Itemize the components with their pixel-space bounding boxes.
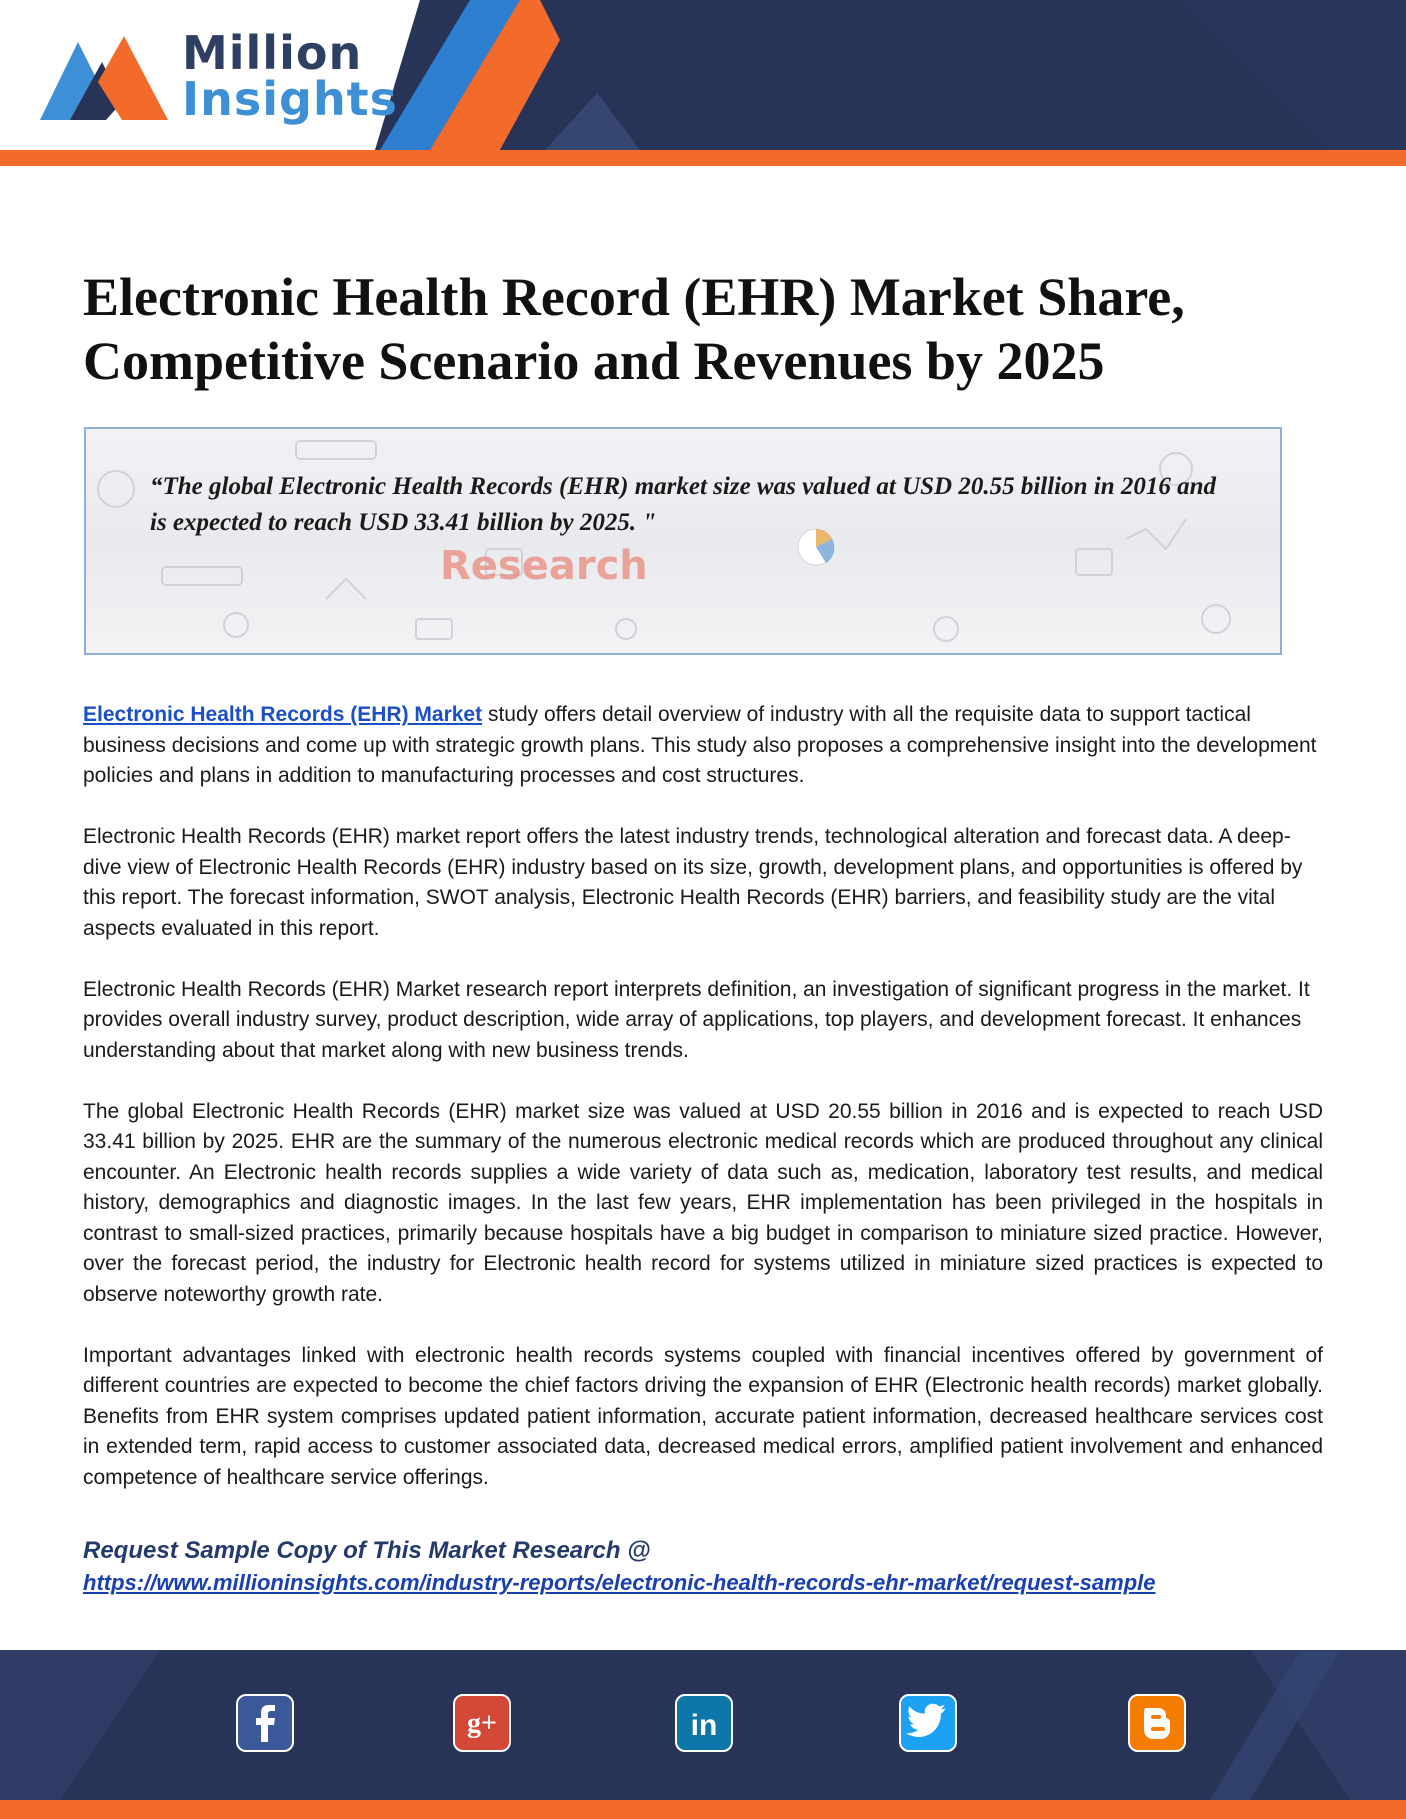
header-banner [0, 0, 1406, 166]
request-sample-section [83, 1535, 1343, 1599]
page-title: Electronic Health Record (EHR) Market Share, Competitive Scenario and Revenues by 2025 [83, 267, 1185, 391]
paragraph-definition: Electronic Health Records (EHR) Market research report interprets definition, an investigation of significant progress in the market. It provides overall industry survey, product description, wide array of applications, top players, and development forecast. It enhances understanding about that market along with new business trends. [83, 977, 1310, 1062]
blogger-icon [1128, 1694, 1186, 1752]
logo-text-million: Million [182, 26, 363, 80]
svg-text:in: in [690, 1709, 718, 1742]
banner-decoration [86, 429, 1280, 653]
google-plus-button[interactable] [453, 1694, 511, 1752]
quote-banner [84, 427, 1282, 655]
twitter-button[interactable] [899, 1694, 957, 1752]
million-insights-logo[interactable] [40, 26, 399, 128]
footer-banner [0, 1650, 1406, 1819]
linkedin-button[interactable] [675, 1694, 733, 1752]
logo-text-insights: Insights [182, 72, 399, 126]
logo-mountain-icon [40, 32, 170, 122]
banner-quote: “The global Electronic Health Records (EHR) market size was valued at USD 20.55 billion in 2016 and is expected to reach USD 33.41 billion by 2025. " [150, 473, 1217, 536]
twitter-icon [899, 1694, 957, 1752]
article-body [83, 700, 1323, 1524]
facebook-icon [236, 1694, 294, 1752]
paragraph-advantages: Important advantages linked with electronic health records systems coupled with financial incentives offered by government of different countries are expected to become the chief factors driving the expansion of EHR (Electronic health records) market globally. Benefits from EHR system comprises updated patient information, accurate patient information, decreased healthcare services cost in extended term, rapid access to customer associated data, decreased medical errors, amplified patient involvement and enhanced competence of healthcare service offerings. [83, 1343, 1323, 1489]
banner-watermark: Research [440, 543, 648, 589]
market-report-link[interactable]: Electronic Health Records (EHR) Market [83, 703, 483, 726]
paragraph-intro [83, 700, 1323, 792]
request-sample-label: Request Sample Copy of This Market Research @ [83, 1537, 651, 1564]
svg-text:g+: g+ [467, 1708, 497, 1739]
facebook-button[interactable] [236, 1694, 294, 1752]
paragraph-market-size: The global Electronic Health Records (EHR) market size was valued at USD 20.55 billion in 2016 and is expected to reach USD 33.41 billion by 2025. EHR are the summary of the numerous electronic medical records which are produced throughout any clinical encounter. An Electronic health records supplies a wide variety of data such as, medication, laboratory test results, and medical history, demographics and diagnostic images. In the last few years, EHR implementation has been privileged in the hospitals in contrast to small-sized practices, primarily because hospitals have a big budget in comparison to miniature sized practice. However, over the forecast period, the industry for Electronic health record for systems utilized in miniature sized practices is expected to observe noteworthy growth rate. [83, 1099, 1323, 1306]
blogger-button[interactable] [1128, 1694, 1186, 1752]
request-sample-link[interactable]: https://www.millioninsights.com/industry-reports/electronic-health-records-ehr-market/request-sample [83, 1570, 1156, 1595]
google-plus-icon [453, 1694, 511, 1752]
paragraph-intro-text: study offers detail overview of industry with all the requisite data to support tactical business decisions and come up with strategic growth plans. This study also proposes a comprehensive insight into the development policies and plans in addition to manufacturing processes and cost structures. [83, 703, 1317, 787]
paragraph-trends: Electronic Health Records (EHR) market report offers the latest industry trends, technological alteration and forecast data. A deep-dive view of Electronic Health Records (EHR) industry based on its size, growth, development plans, and opportunities is offered by this report. The forecast information, SWOT analysis, Electronic Health Records (EHR) barriers, and feasibility study are the vital aspects evaluated in this report. [83, 825, 1303, 940]
linkedin-icon [675, 1694, 733, 1752]
